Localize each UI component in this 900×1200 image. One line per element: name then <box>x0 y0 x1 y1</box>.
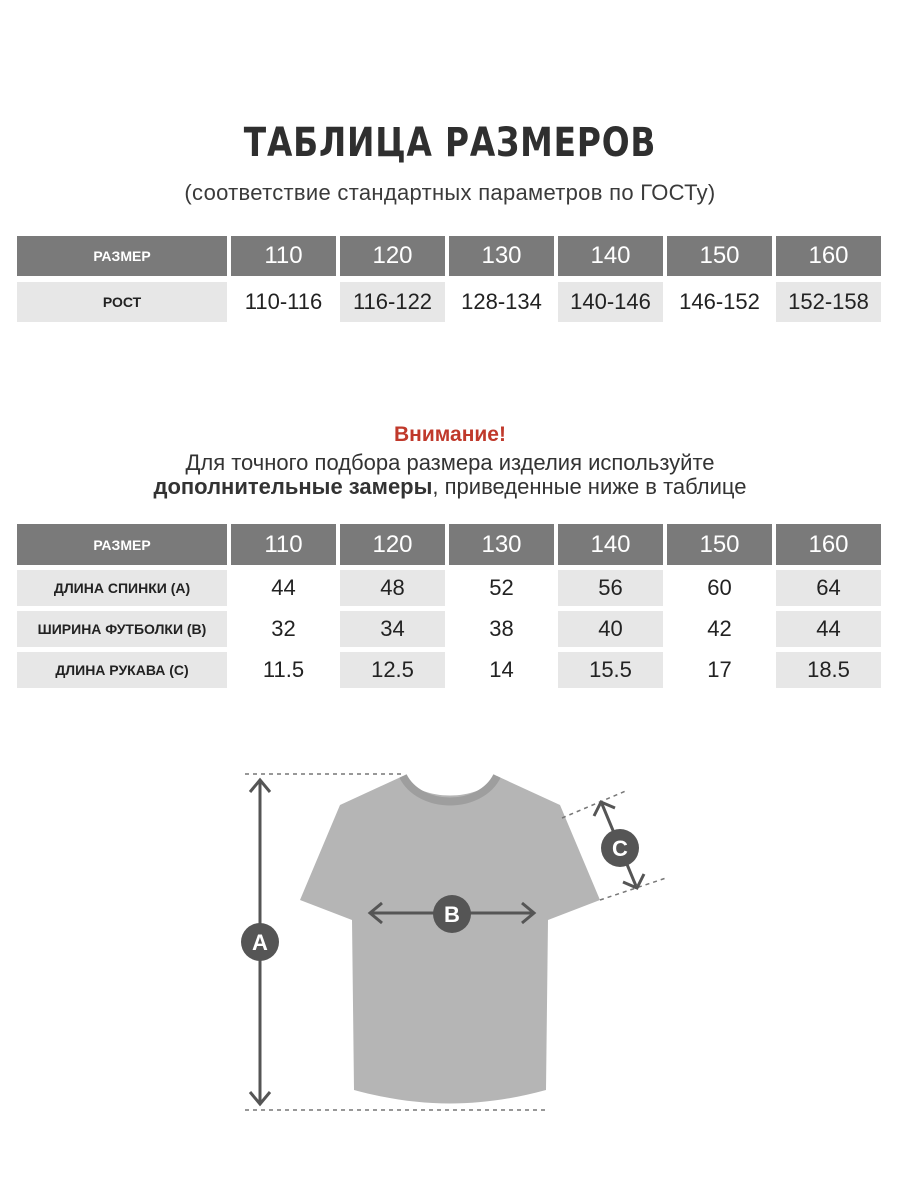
table-cell: 15.5 <box>558 652 663 688</box>
label-b: B <box>444 902 460 927</box>
table-cell: 17 <box>667 652 772 688</box>
label-c: C <box>612 836 628 861</box>
size-header: 160 <box>776 524 881 565</box>
notice-text: , приведенные ниже в таблице <box>432 474 747 499</box>
table-row <box>17 652 881 688</box>
size-header: 120 <box>340 236 445 276</box>
table-cell: 44 <box>231 570 336 606</box>
table-cell: 38 <box>449 611 554 647</box>
notice-line-2 <box>0 474 900 500</box>
tshirt-measurement-diagram <box>0 760 900 1180</box>
size-table-height <box>17 236 881 328</box>
page-subtitle: (соответствие стандартных параметров по ГОСТу) <box>184 180 716 205</box>
table-cell: 146-152 <box>667 282 772 322</box>
size-header: 140 <box>558 236 663 276</box>
table-row <box>17 611 881 647</box>
table-header-row <box>17 524 881 565</box>
size-header: 120 <box>340 524 445 565</box>
table-cell: 11.5 <box>231 652 336 688</box>
table-cell: 110-116 <box>231 282 336 322</box>
row-label: ДЛИНА СПИНКИ (А) <box>17 570 227 606</box>
row-label: ШИРИНА ФУТБОЛКИ (В) <box>17 611 227 647</box>
size-header: 150 <box>667 524 772 565</box>
table-cell: 34 <box>340 611 445 647</box>
table-cell: 12.5 <box>340 652 445 688</box>
table-header-row <box>17 236 881 276</box>
size-header: 110 <box>231 524 336 565</box>
size-header: 160 <box>776 236 881 276</box>
table-cell: 52 <box>449 570 554 606</box>
size-header: 130 <box>449 236 554 276</box>
table-cell: 18.5 <box>776 652 881 688</box>
table-cell: 32 <box>231 611 336 647</box>
table-cell: 140-146 <box>558 282 663 322</box>
table-cell: 44 <box>776 611 881 647</box>
table-cell: 152-158 <box>776 282 881 322</box>
table-cell: 116-122 <box>340 282 445 322</box>
row-label: РОСТ <box>17 282 227 322</box>
table-row <box>17 570 881 606</box>
table-row <box>17 282 881 322</box>
size-header: 110 <box>231 236 336 276</box>
row-label: ДЛИНА РУКАВА (С) <box>17 652 227 688</box>
size-header: 150 <box>667 236 772 276</box>
notice-line-1: Для точного подбора размера изделия используйте <box>185 450 715 475</box>
label-a: A <box>252 930 268 955</box>
size-header: 140 <box>558 524 663 565</box>
table-cell: 60 <box>667 570 772 606</box>
table-cell: 56 <box>558 570 663 606</box>
header-label: РАЗМЕР <box>17 236 227 276</box>
warning-heading: Внимание! <box>394 423 506 446</box>
table-cell: 42 <box>667 611 772 647</box>
tshirt-icon <box>300 776 600 1104</box>
table-cell: 64 <box>776 570 881 606</box>
table-cell: 128-134 <box>449 282 554 322</box>
table-cell: 14 <box>449 652 554 688</box>
table-cell: 48 <box>340 570 445 606</box>
size-table-measurements <box>17 524 881 693</box>
size-header: 130 <box>449 524 554 565</box>
header-label: РАЗМЕР <box>17 524 227 565</box>
table-cell: 40 <box>558 611 663 647</box>
page-title: ТАБЛИЦА РАЗМЕРОВ <box>243 120 657 166</box>
notice-bold-text: дополнительные замеры <box>153 474 433 499</box>
